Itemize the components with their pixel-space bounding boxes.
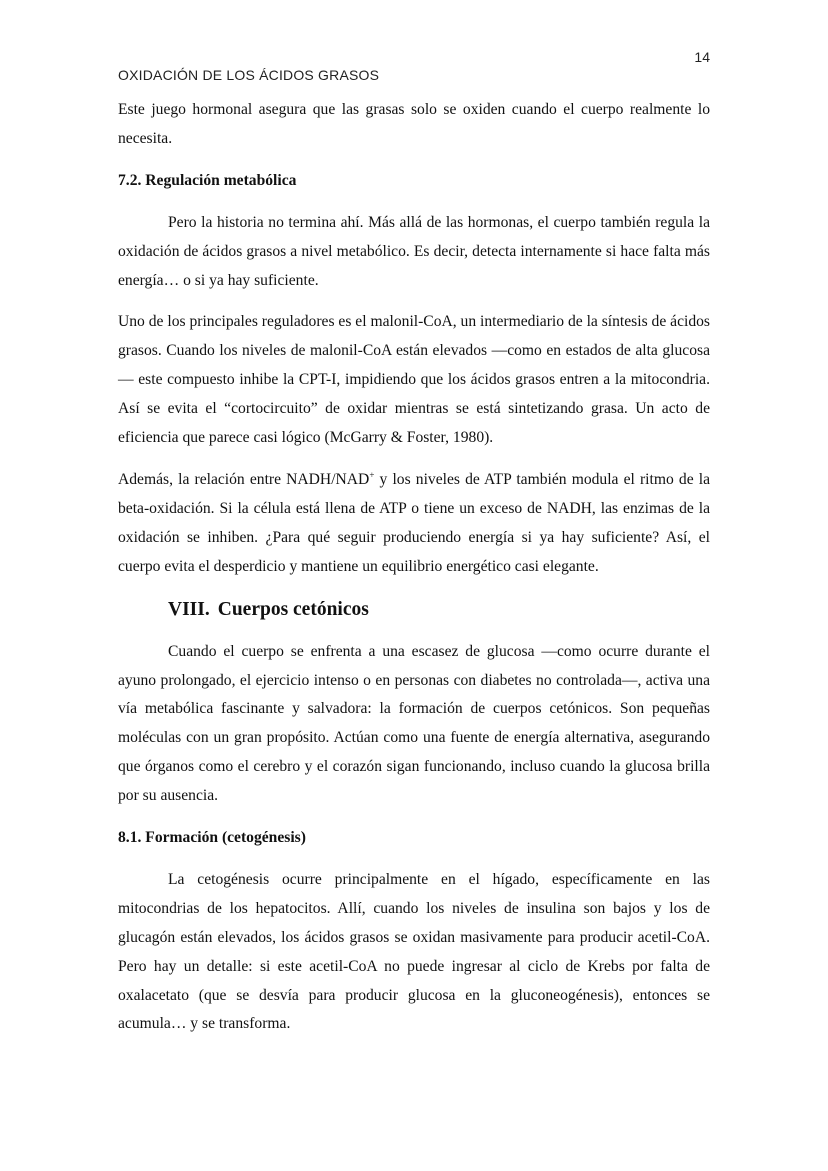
chapter-title: Cuerpos cetónicos xyxy=(217,598,369,620)
paragraph-7-2-3-part-a: Además, la relación entre NADH/NAD xyxy=(118,470,370,488)
section-heading-7-2: 7.2. Regulación metabólica xyxy=(118,171,297,189)
paragraph-7-2-2: Uno de los principales reguladores es el malonil-CoA, un intermediario de la síntesis de ácidos grasos. Cuando los niveles de malonil-CoA están elevados —como en estados de alta glucosa— este compuesto inhibe la CPT-I, impidiendo que los ácidos grasos entren a la mitocondria. Así se evita el “cortocircuito” de oxidar mientras se está sintetizando grasa. Un acto de eficiencia que parece casi lógico (McGarry & Foster, 1980). xyxy=(118,313,710,447)
paragraph-7-2-3-part-b: y los niveles de ATP también modula el ritmo de la beta-oxidación. Si la célula está llena de ATP o tiene un exceso de NADH, las enzimas de la oxidación se inhiben. ¿Para qué seguir produciendo energía si ya hay suficiente? Así, el cuerpo evita el desperdicio y mantiene un equilibrio energético casi elegante. xyxy=(118,470,710,575)
section-heading-8-1: 8.1. Formación (cetogénesis) xyxy=(118,829,306,847)
paragraph-viii: Cuando el cuerpo se enfrenta a una escasez de glucosa —como ocurre durante el ayuno prolongado, el ejercicio intenso o en personas con diabetes no controlada—, activa una vía metabólica fascinante y salvadora: la formación de cuerpos cetónicos. Son pequeñas moléculas con un gran propósito. Actúan como una fuente de energía alternativa, asegurando que órganos como el cerebro y el corazón sigan funcionando, incluso cuando la glucosa brilla por su ausencia. xyxy=(118,642,710,805)
paragraph-7-2-1: Pero la historia no termina ahí. Más allá de las hormonas, el cuerpo también regula la oxidación de ácidos grasos a nivel metabólico. Es decir, detecta internamente si hace falta más energía… o si ya hay suficiente. xyxy=(118,213,710,289)
paragraph-8-1: La cetogénesis ocurre principalmente en el hígado, específicamente en las mitocondrias de los hepatocitos. Allí, cuando los niveles de insulina son bajos y los de glucagón están elevados, los ácidos grasos se oxidan masivamente para producir acetil-CoA. Pero hay un detalle: si este acetil-CoA no puede ingresar al ciclo de Krebs por falta de oxalacetato (que se desvía para producir glucosa en la gluconeogénesis), entonces se acumula… y se transforma. xyxy=(118,870,710,1033)
paragraph-intro: Este juego hormonal asegura que las grasas solo se oxiden cuando el cuerpo realmente lo necesita. xyxy=(118,101,710,147)
running-header: OXIDACIÓN DE LOS ÁCIDOS GRASOS xyxy=(118,67,380,83)
document-body xyxy=(118,96,710,1052)
superscript-plus: + xyxy=(369,469,375,480)
chapter-heading-viii xyxy=(168,595,710,625)
page-number: 14 xyxy=(694,49,710,65)
paragraph-7-2-3 xyxy=(118,466,710,582)
chapter-number: VIII. xyxy=(168,598,210,620)
